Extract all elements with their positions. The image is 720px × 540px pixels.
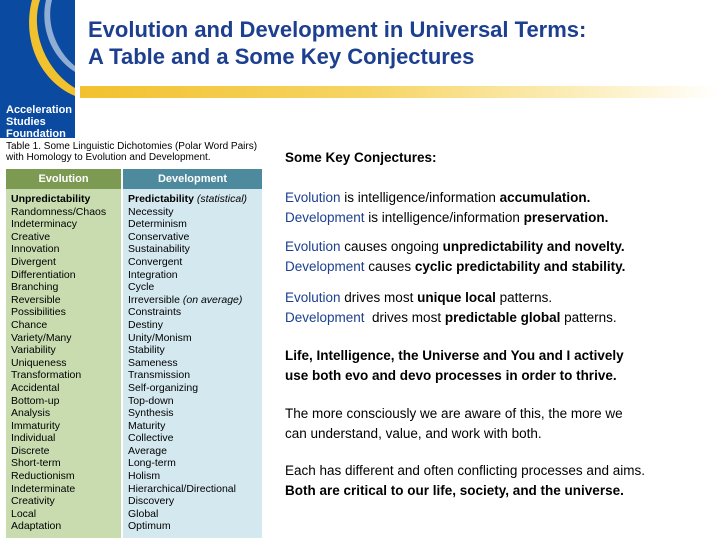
development-row: Sameness: [128, 356, 178, 369]
development-row: Convergent: [128, 255, 183, 268]
development-row: Irreversible (on average): [128, 293, 243, 306]
thrive-line-2: use both evo and devo processes in order to thrive.: [285, 368, 617, 383]
emphasis: predictable global: [444, 310, 561, 325]
evolution-row: Variability: [11, 344, 56, 357]
development-row: Constraints: [128, 306, 182, 319]
evolution-header: Evolution: [6, 169, 121, 189]
evolution-row: Unpredictability: [11, 193, 91, 205]
text: drives most: [364, 310, 445, 325]
evolution-row: Reversible: [11, 293, 61, 306]
evolution-row: Differentiation: [11, 268, 76, 281]
text: is intelligence/information: [340, 190, 500, 205]
evolution-row: Randomness/Chaos: [11, 205, 107, 218]
evolution-row: Uniqueness: [11, 356, 67, 369]
development-row: Collective: [128, 432, 174, 445]
development-row: Holism: [128, 470, 161, 483]
evolution-row: Indeterminate: [11, 482, 76, 495]
dichotomy-table: [6, 169, 262, 538]
evolution-row: Accidental: [11, 381, 60, 394]
title-rule: [80, 86, 720, 98]
critical-line-1: Each has different and often conflicting processes and aims.: [285, 463, 645, 478]
evolution-list: [6, 189, 121, 533]
evolution-row: Adaptation: [11, 520, 62, 533]
development-row: Stability: [128, 344, 165, 357]
awareness-line-2: can understand, value, and work with both.: [285, 426, 542, 441]
evolution-row: Possibilities: [11, 306, 66, 319]
evolution-row: Individual: [11, 432, 56, 445]
logo-line-3: Foundation: [6, 128, 66, 138]
development-row: Predictability (statistical): [128, 193, 248, 205]
term-evolution: Evolution: [285, 190, 341, 205]
text: causes ongoing: [340, 239, 443, 254]
title-line-1: Evolution and Development in Universal Terms:: [88, 17, 587, 42]
development-row: Conservative: [128, 230, 190, 243]
critical-line-2: Both are critical to our life, society, and the universe.: [285, 483, 624, 498]
text: patterns.: [560, 310, 617, 325]
emphasis: unpredictability and novelty.: [442, 239, 625, 254]
development-row: Long-term: [128, 457, 176, 470]
evolution-row: Creativity: [11, 495, 55, 508]
page-title: [88, 16, 708, 70]
conjecture-accumulation: [285, 188, 715, 228]
term-development: Development: [285, 310, 365, 325]
evolution-row: Short-term: [11, 457, 61, 470]
development-row: Determinism: [128, 218, 187, 231]
logo-text: [6, 104, 72, 138]
thrive-line-1: Life, Intelligence, the Universe and You and I actively: [285, 348, 624, 363]
evolution-row: Discrete: [11, 444, 50, 457]
text: causes: [364, 259, 415, 274]
evolution-row: Divergent: [11, 255, 56, 268]
text: is intelligence/information: [364, 210, 524, 225]
development-row: Optimum: [128, 520, 171, 533]
term-evolution: Evolution: [285, 290, 341, 305]
logo: [0, 0, 75, 138]
emphasis: cyclic predictability and stability.: [414, 259, 626, 274]
evolution-row: Transformation: [11, 369, 82, 382]
evolution-row: Branching: [11, 281, 59, 294]
conjecture-awareness: [285, 404, 715, 444]
development-row: Self-organizing: [128, 381, 199, 394]
evolution-row: Reductionism: [11, 470, 75, 483]
development-row: Global: [128, 507, 159, 520]
term-development: Development: [285, 259, 365, 274]
evolution-row: Creative: [11, 230, 51, 243]
term-evolution: Evolution: [285, 239, 341, 254]
conjecture-predictability: [285, 237, 715, 277]
development-header: Development: [123, 169, 262, 189]
development-list: [123, 189, 262, 533]
logo-line-1: Acceleration: [6, 104, 73, 116]
development-row: Discovery: [128, 495, 175, 508]
evolution-row: Innovation: [11, 243, 60, 256]
conjecture-patterns: [285, 288, 715, 328]
text: drives most: [340, 290, 418, 305]
evolution-row: Immaturity: [11, 419, 61, 432]
development-row: Necessity: [128, 205, 174, 218]
development-row: Maturity: [128, 419, 166, 432]
conjecture-thrive: [285, 346, 715, 386]
conjectures-heading: Some Key Conjectures:: [285, 150, 437, 165]
evolution-row: Bottom-up: [11, 394, 60, 407]
title-line-2: A Table and a Some Key Conjectures: [88, 44, 475, 69]
evolution-row: Analysis: [11, 407, 51, 420]
text: patterns.: [495, 290, 553, 305]
awareness-line-1: The more consciously we are aware of this, the more we: [285, 406, 623, 421]
conjecture-critical: [285, 461, 715, 501]
development-row: Transmission: [128, 369, 191, 382]
emphasis: unique local: [417, 290, 496, 305]
evolution-column: [6, 169, 121, 538]
development-row: Cycle: [128, 281, 155, 294]
evolution-row: Indeterminacy: [11, 218, 77, 231]
development-row: Integration: [128, 268, 178, 281]
term-development: Development: [285, 210, 365, 225]
development-row: Destiny: [128, 318, 164, 331]
logo-line-2: Studies: [6, 116, 46, 128]
development-row: Top-down: [128, 394, 174, 407]
evolution-row: Variety/Many: [11, 331, 72, 344]
development-row: Unity/Monism: [128, 331, 192, 344]
emphasis: preservation.: [523, 210, 609, 225]
emphasis: accumulation.: [499, 190, 591, 205]
development-row: Average: [128, 444, 167, 457]
development-row: Hierarchical/Directional: [128, 482, 236, 495]
development-row: Synthesis: [128, 407, 174, 420]
development-column: [123, 169, 262, 538]
evolution-row: Local: [11, 507, 37, 520]
evolution-row: Chance: [11, 318, 48, 331]
table-caption: Table 1. Some Linguistic Dichotomies (Polar Word Pairs) with Homology to Evolution and Development.: [6, 141, 258, 163]
development-row: Sustainability: [128, 243, 190, 256]
